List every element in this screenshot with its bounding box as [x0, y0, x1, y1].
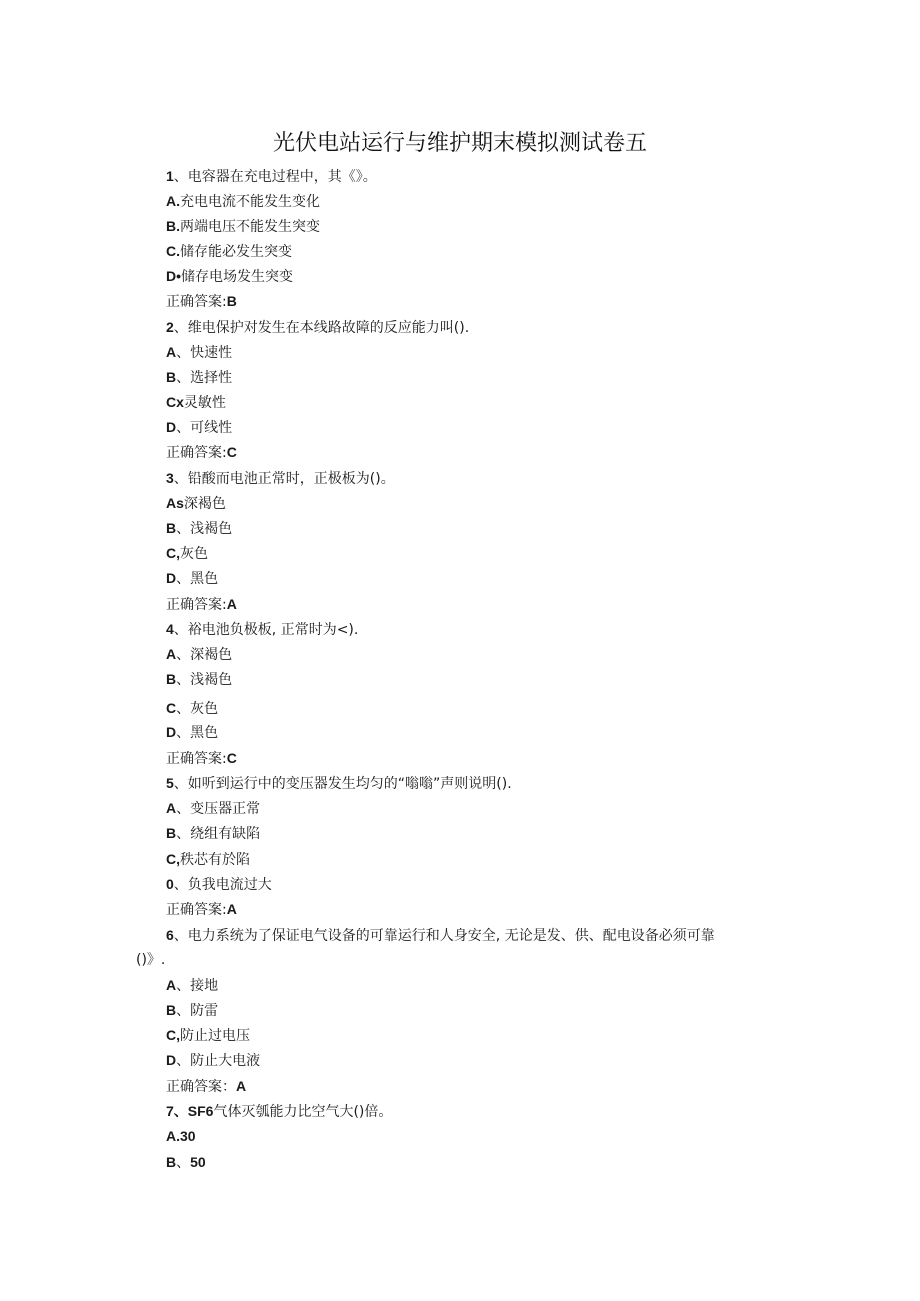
answer-line	[166, 443, 237, 462]
line-marker: C,	[166, 1027, 180, 1043]
line-marker: 0	[166, 876, 174, 892]
line-marker: C	[166, 700, 177, 716]
line-text: 、铅酸而电池正常时，正极板为()。	[173, 471, 395, 487]
question-line	[166, 569, 218, 588]
question-line	[166, 494, 226, 513]
line-text: 、防雷	[176, 1003, 219, 1019]
document-title: 光伏电站运行与维护期末模拟测试卷五	[272, 131, 647, 156]
question-line	[166, 774, 512, 793]
question-line	[166, 875, 272, 894]
line-marker: B	[166, 1154, 177, 1170]
answer-letter: A	[226, 596, 237, 612]
line-marker: B	[166, 825, 177, 841]
question-line	[166, 1026, 250, 1045]
line-text: 、快速性	[176, 345, 233, 361]
line-marker: B.	[166, 218, 180, 234]
question-line	[166, 1153, 206, 1172]
question-line	[166, 519, 232, 538]
line-text: 灰色	[180, 546, 208, 562]
line-text: 、接地	[176, 978, 219, 994]
answer-line	[166, 749, 237, 768]
line-marker: C,	[166, 851, 180, 867]
line-marker: 6	[166, 927, 174, 943]
line-text: 、选择性	[176, 370, 233, 386]
line-text: 两端电压不能发生突变	[180, 219, 320, 235]
question-line	[166, 418, 232, 437]
question-line	[166, 926, 715, 945]
line-text: 正确答案:	[166, 902, 227, 918]
question-line	[166, 850, 250, 869]
line-marker: A	[166, 344, 177, 360]
question-line	[166, 343, 232, 362]
line-marker: D	[166, 419, 177, 435]
line-text: 、黑色	[176, 571, 219, 587]
question-line	[166, 318, 469, 337]
answer-line	[166, 595, 237, 614]
line-text: 、电力系统为了保证电气设备的可靠运行和人身安全, 无论是发、供、配电设备必须可靠	[173, 928, 715, 944]
question-line	[166, 976, 218, 995]
line-text: ()》.	[136, 952, 166, 968]
line-text: 、电容器在充电过程中，其《》。	[173, 169, 377, 185]
line-marker: 3	[166, 470, 174, 486]
question-line	[166, 824, 260, 843]
line-text: 正确答案:	[166, 751, 227, 767]
question-line	[166, 217, 320, 236]
question-line	[166, 723, 218, 742]
line-marker: As	[166, 495, 184, 511]
question-line	[166, 242, 292, 261]
line-marker: A	[166, 646, 177, 662]
line-text: 、变压器正常	[176, 801, 261, 817]
answer-letter: 50	[190, 1154, 206, 1170]
line-marker: 2	[166, 319, 174, 335]
line-marker: 5	[166, 775, 174, 791]
question-line	[166, 699, 218, 718]
line-text: 、深褐色	[176, 647, 233, 663]
line-text: 深褐色	[183, 496, 226, 512]
line-marker: C,	[166, 545, 180, 561]
line-text: 灵敏性	[183, 395, 226, 411]
question-line	[166, 670, 232, 689]
line-text: 、绕组有缺陷	[176, 826, 261, 842]
answer-letter: A	[226, 901, 237, 917]
answer-line	[166, 292, 237, 311]
question-line	[166, 1127, 196, 1146]
line-marker: D	[166, 570, 177, 586]
question-line	[166, 1051, 260, 1070]
answer-line	[166, 1077, 246, 1096]
answer-letter: B	[226, 293, 237, 309]
line-text: 正确答案:	[166, 445, 227, 461]
line-text: 、可线性	[176, 420, 233, 436]
line-text: 、如听到运行中的变压器发生均匀的“嗡嗡”声则说明().	[173, 776, 512, 792]
line-marker: B	[166, 671, 177, 687]
question-line	[166, 620, 358, 639]
line-text: 正确答案:	[166, 294, 227, 310]
line-marker: D	[166, 1052, 177, 1068]
question-line	[166, 267, 293, 286]
question-line	[166, 469, 395, 488]
line-marker: Cx	[166, 394, 184, 410]
line-text: 、负我电流过大	[173, 877, 272, 893]
line-text: 、	[176, 1155, 191, 1171]
question-line	[166, 368, 232, 387]
answer-letter: A	[236, 1078, 247, 1094]
line-marker: B	[166, 1002, 177, 1018]
question-line	[166, 393, 226, 412]
line-marker: 4	[166, 621, 174, 637]
line-marker: B	[166, 369, 177, 385]
line-text: 、裕电池负极板, 正常时为<).	[173, 622, 359, 638]
line-text: 、黑色	[176, 725, 219, 741]
question-line	[166, 1001, 218, 1020]
answer-line	[166, 900, 237, 919]
question-line	[136, 951, 165, 969]
line-text: 正确答案:	[166, 597, 227, 613]
question-line	[166, 544, 208, 563]
line-text: 储存电场发生突变	[181, 269, 294, 285]
line-text: 、浅褐色	[176, 672, 233, 688]
line-text: 储存能必发生突变	[180, 244, 292, 260]
line-marker: A.30	[166, 1128, 196, 1144]
line-text: 、浅褐色	[176, 521, 233, 537]
question-line	[166, 799, 260, 818]
answer-letter: C	[226, 750, 237, 766]
line-marker: A	[166, 800, 177, 816]
line-text: 、防止大电液	[176, 1053, 261, 1069]
question-line	[166, 1102, 392, 1121]
question-line	[166, 192, 320, 211]
line-text: 正确答案：	[166, 1079, 236, 1095]
line-text: 充电电流不能发生变化	[180, 194, 320, 210]
question-line	[166, 645, 232, 664]
line-marker: D	[166, 724, 177, 740]
line-text: 、灰色	[176, 701, 219, 717]
line-text: 气体灭瓠能力比空气大()倍。	[213, 1104, 393, 1120]
line-marker: B	[166, 520, 177, 536]
line-marker: A.	[166, 193, 180, 209]
line-text: 、维电保护对发生在本线路故障的反应能力叫().	[173, 320, 470, 336]
line-marker: 7、SF6	[166, 1103, 214, 1119]
line-marker: A	[166, 977, 177, 993]
line-text: 秩芯有於陷	[180, 852, 250, 868]
question-line	[166, 167, 377, 186]
line-marker: C.	[166, 243, 180, 259]
answer-letter: C	[226, 444, 237, 460]
line-text: 防止过电压	[180, 1028, 250, 1044]
line-marker: D•	[166, 268, 182, 284]
line-marker: 1	[166, 168, 174, 184]
